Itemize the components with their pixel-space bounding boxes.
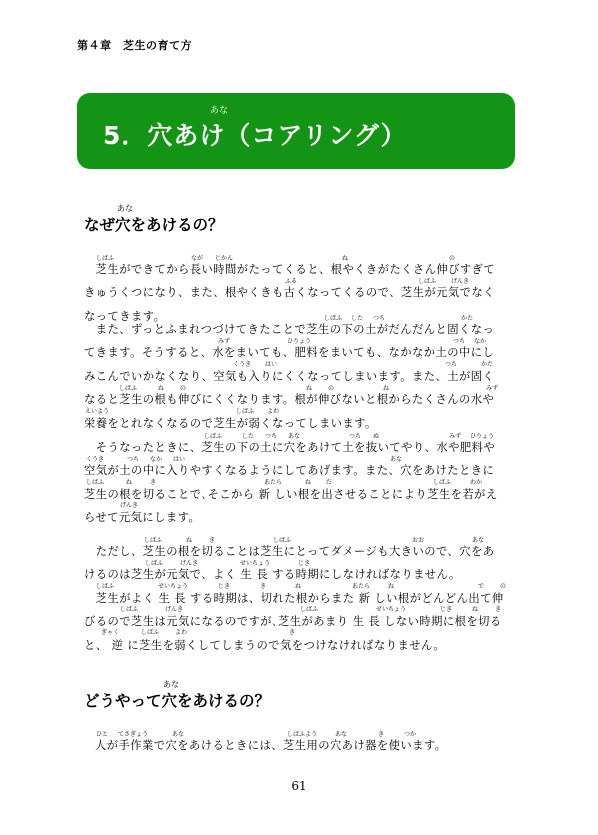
furigana: みず xyxy=(218,338,231,345)
furigana: ひりょう xyxy=(470,433,495,440)
furigana: くうき xyxy=(86,456,105,463)
furigana: おお xyxy=(412,537,425,544)
furigana: しばふ xyxy=(204,433,223,440)
furigana: ね xyxy=(342,255,349,262)
text-line: 空気が土の中に入りやすくなるようにしてあげます。また、穴をあけたときに xyxy=(84,464,495,478)
heading-how-holes: どうやって穴をあけるの？ xyxy=(84,692,271,710)
furigana: の xyxy=(500,583,507,590)
furigana: あたら xyxy=(352,583,371,590)
text-line: らせて元気にします。 xyxy=(84,511,201,525)
furigana: みず xyxy=(486,385,499,392)
furigana: しばふ xyxy=(433,479,452,486)
furigana: かた xyxy=(481,361,494,368)
furigana: き xyxy=(289,629,296,636)
text-line: なってきます。 xyxy=(84,309,166,323)
furigana: げんき xyxy=(120,502,139,509)
paragraph-4 xyxy=(84,537,512,657)
text-line: 芝生ができてから長い時間がたってくると、根やくきがたくさん伸びすぎて xyxy=(84,263,496,276)
furigana: しばふ xyxy=(144,537,163,544)
furigana: かた xyxy=(461,315,474,322)
furigana: ね xyxy=(295,583,302,590)
heading-ruby: あな xyxy=(117,204,133,213)
furigana: ね xyxy=(158,385,165,392)
furigana: しばふ xyxy=(141,629,160,636)
furigana: げんき xyxy=(165,606,184,613)
text-line: 栄養をとれなくなるので芝生が弱くなってしまいます。 xyxy=(84,416,377,430)
furigana: しばふ xyxy=(324,315,343,322)
furigana: つか xyxy=(404,731,417,738)
furigana: あな xyxy=(335,731,348,738)
page-number: 61 xyxy=(291,779,307,793)
furigana: あな xyxy=(172,731,185,738)
furigana: しばふ xyxy=(236,408,255,415)
text-line: びるので芝生は元気になるのですが､芝生があまり 生 長 しない時期に根を切る xyxy=(84,615,502,629)
furigana: せいちょう xyxy=(240,560,271,567)
furigana: き xyxy=(495,606,502,613)
furigana: せいちょう xyxy=(376,606,407,613)
furigana: した xyxy=(242,433,255,440)
furigana: てさぎょう xyxy=(118,731,149,738)
furigana: じき xyxy=(218,583,231,590)
text-line: けるのは芝生が元気で、よく 生 長 する時期にしなければなりません。 xyxy=(84,568,461,582)
furigana: なか xyxy=(474,338,487,345)
furigana: ね xyxy=(383,385,390,392)
furigana: つち xyxy=(445,361,458,368)
furigana: の xyxy=(328,385,335,392)
text-line: なると芝生の根も伸びにくくなります。根が伸びないと根からたくさんの水や xyxy=(84,393,495,407)
furigana: つち xyxy=(373,315,386,322)
furigana: ひりょう xyxy=(287,338,312,345)
furigana: じき xyxy=(298,560,311,567)
furigana: わか xyxy=(470,479,483,486)
furigana: ぎゃく xyxy=(101,629,120,636)
furigana: しばふ xyxy=(273,537,292,544)
furigana: き xyxy=(378,731,385,738)
furigana: の xyxy=(449,255,456,262)
text-line: みこんでいかなくなり、空気も入りにくくなってしまいます。また、土が固く xyxy=(84,369,495,383)
text-line: そうなったときに、芝生の下の土に穴をあけて土を抜いてやり、水や肥料や xyxy=(84,441,496,454)
furigana: しばふ xyxy=(96,583,115,590)
text-line: てきます。そうすると、水をまいても、肥料をまいても、なかなか土の中にし xyxy=(84,346,495,360)
furigana: みず xyxy=(449,433,462,440)
furigana: ね xyxy=(126,479,133,486)
furigana: あな xyxy=(288,433,301,440)
furigana: した xyxy=(351,315,364,322)
heading-ruby: あな xyxy=(163,680,179,689)
text-line: きゅうくつになり、また、根やくきも古くなってくるので、芝生が元気でなく xyxy=(84,286,495,300)
text-line: 芝生がよく 生 長 する時期は、切れた根からまた 新 しい根がどんどん出て伸 xyxy=(84,591,504,605)
furigana: よわ xyxy=(267,408,280,415)
furigana: ふる xyxy=(285,278,298,285)
furigana: じかん xyxy=(215,255,234,262)
furigana: げんき xyxy=(451,278,470,285)
furigana: で xyxy=(478,583,485,590)
furigana: しばふ xyxy=(300,606,319,613)
furigana: しばふ xyxy=(418,278,437,285)
text-line: 芝生の根を切ることで､そこから 新 しい根を出させることにより芝生を若がえ xyxy=(84,487,498,501)
furigana: あな xyxy=(390,456,403,463)
banner-ruby: あな xyxy=(210,106,229,116)
paragraph-2 xyxy=(84,315,512,435)
text-line: また、ずっとふまれつづけてきたことで芝生の下の土がだんだんと固くなっ xyxy=(84,323,495,336)
furigana: なが xyxy=(191,255,204,262)
furigana: つち xyxy=(265,433,278,440)
paragraph-5: 人が手作業で穴をあけるときには、芝生用の穴あけ器を使います。 xyxy=(95,739,447,752)
chapter-label: 第４章 芝生の育て方 xyxy=(77,39,192,52)
furigana: ね xyxy=(472,606,479,613)
furigana: しばふ xyxy=(119,385,138,392)
heading-why-holes: なぜ穴をあけるの？ xyxy=(84,216,224,234)
furigana: げんき xyxy=(180,560,199,567)
furigana: つち xyxy=(453,338,466,345)
furigana: しばふ xyxy=(145,560,164,567)
furigana: き xyxy=(260,583,267,590)
text-line: と、 逆 に芝生を弱くしてしまうので気をつけなければなりません。 xyxy=(84,638,446,652)
furigana: じき xyxy=(440,606,453,613)
furigana: ね xyxy=(388,583,395,590)
furigana: よわ xyxy=(175,629,188,636)
furigana: ひと xyxy=(96,731,109,738)
furigana: あな xyxy=(472,537,485,544)
section-title-banner xyxy=(77,93,515,169)
furigana: くうき xyxy=(233,361,252,368)
furigana: しばふ xyxy=(96,255,115,262)
furigana: つち xyxy=(127,456,140,463)
furigana: ね xyxy=(305,479,312,486)
furigana: しばふよう xyxy=(287,731,318,738)
furigana: なか xyxy=(150,456,163,463)
furigana: ぬ xyxy=(373,433,380,440)
text-line: ただし、芝生の根を切ることは芝生にとってダメージも大きいので、穴をあ xyxy=(84,545,495,558)
furigana: えいよう xyxy=(85,408,110,415)
furigana: せいちょう xyxy=(158,583,189,590)
banner-title: 5．穴あけ（コアリング） xyxy=(103,121,407,150)
furigana: あたら xyxy=(264,479,283,486)
furigana: しばふ xyxy=(120,606,139,613)
furigana: ね xyxy=(306,385,313,392)
furigana: き xyxy=(209,537,216,544)
furigana: だ xyxy=(326,479,333,486)
furigana: ね xyxy=(186,537,193,544)
furigana: つち xyxy=(349,433,362,440)
furigana: き xyxy=(150,479,157,486)
furigana: はい xyxy=(173,456,186,463)
furigana: の xyxy=(180,385,187,392)
furigana: はい xyxy=(265,361,278,368)
furigana: しばふ xyxy=(86,479,105,486)
